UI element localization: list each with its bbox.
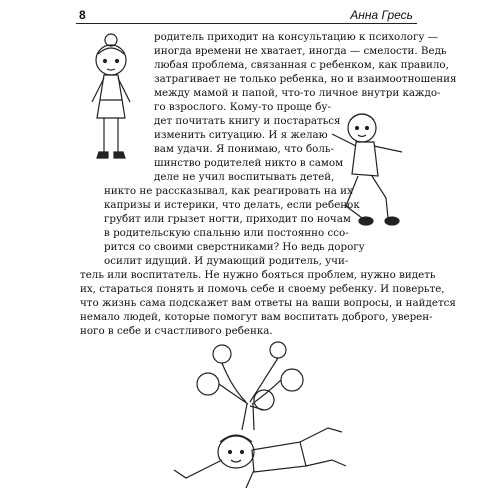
body-text-line: затрагивает не только ребенка, но и взаимоотношения (154, 73, 457, 85)
body-text-line: что жизнь сама подскажет вам ответы на ваши вопросы, и найдется (80, 297, 456, 309)
body-text-line: деле не учил воспитывать детей, (154, 171, 335, 183)
body-text-line: родитель приходит на консультацию к психологу — (154, 31, 438, 43)
header-rule (76, 23, 417, 24)
body-text-line: любая проблема, связанная с ребенком, как правило, (154, 59, 449, 71)
running-header-author: Анна Гресь (350, 8, 413, 22)
body-text-line: рится со своими сверстниками? Но ведь дорогу (104, 241, 365, 253)
body-text-line: ного в себе и счастливого ребенка. (80, 325, 273, 337)
balloon-boy-drawing (150, 338, 350, 500)
body-text-line: иногда времени не хватает, иногда — смелости. Ведь (154, 45, 447, 57)
body-text-line: немало людей, которые помогут вам воспитать доброго, уверен- (80, 311, 433, 323)
body-text-line: вам удачи. Я понимаю, что боль- (154, 143, 335, 155)
body-text-line: между мамой и папой, что-то личное внутри каждо- (154, 87, 441, 99)
page-number: 8 (79, 8, 86, 22)
body-text-line: дет почитать книгу и постараться (154, 115, 341, 127)
body-text-line: в родительскую спальню или постоянно ссо- (104, 227, 349, 239)
body-text-line: грубит или грызет ногти, приходит по ночам (104, 213, 351, 225)
body-text-line: тель или воспитатель. Не нужно бояться проблем, нужно видеть (80, 269, 436, 281)
body-text-line: шинство родителей никто в самом (154, 157, 344, 169)
body-text-line: го взрослого. Кому-то проще бу- (154, 101, 331, 113)
body-text-line: осилит идущий. И думающий родитель, учи- (104, 255, 349, 267)
body-text-line: их, стараться понять и помочь себе и своему ребенку. И поверьте, (80, 283, 445, 295)
body-text-line: никто не рассказывал, как реагировать на их (104, 185, 353, 197)
body-text-line: капризы и истерики, что делать, если ребенок (104, 199, 360, 211)
girl-drawing (80, 30, 142, 180)
body-text-line: изменить ситуацию. И я желаю (154, 129, 328, 141)
